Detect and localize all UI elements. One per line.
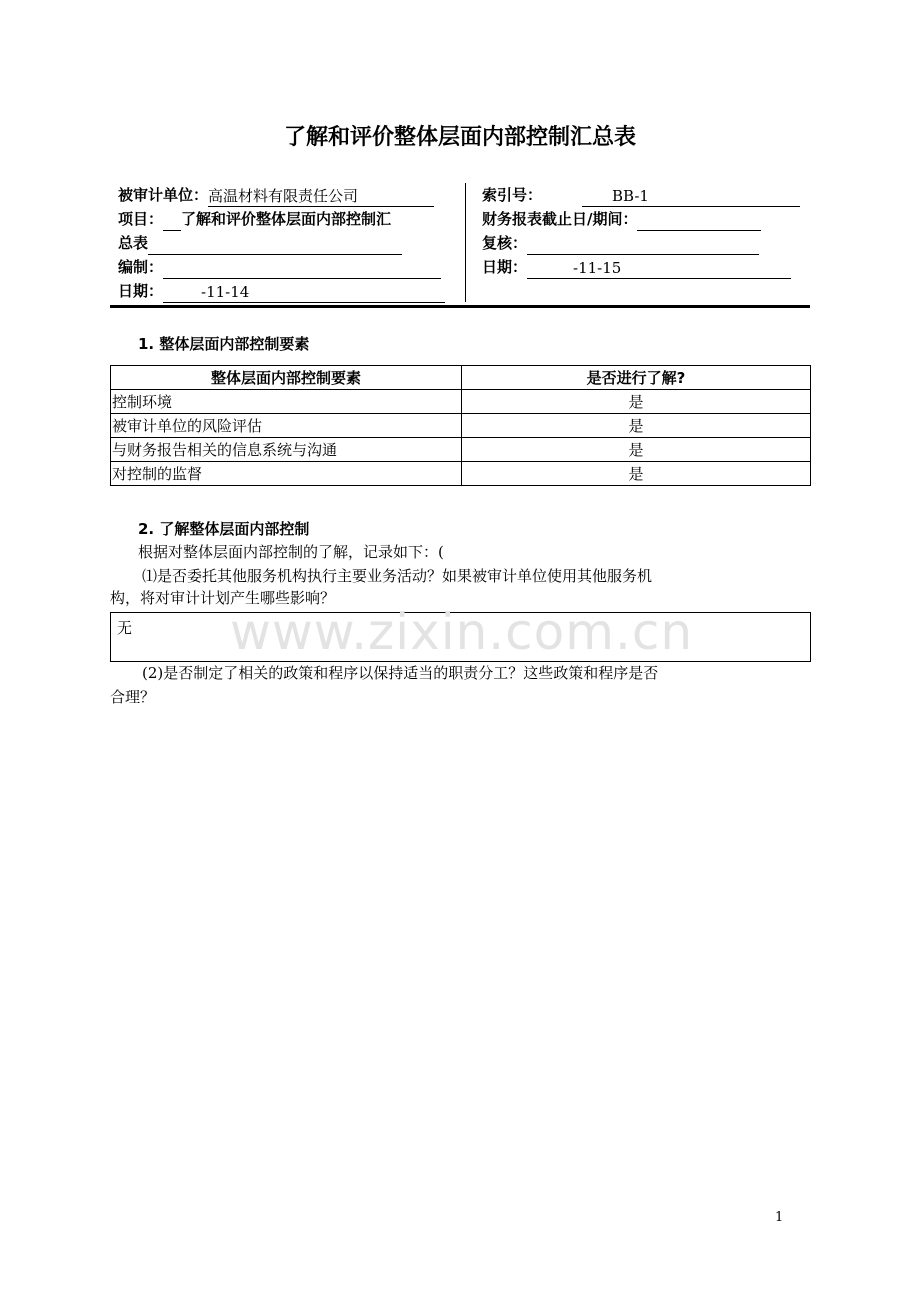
prepared-date-value: -11-14 bbox=[201, 283, 250, 301]
table-row bbox=[111, 390, 811, 414]
auditee-label: 被审计单位： bbox=[118, 186, 209, 204]
project-value-cont: 总表 bbox=[118, 234, 149, 252]
question1-line2: 构，将对审计计划产生哪些影响？ bbox=[110, 589, 336, 607]
element-cell: 被审计单位的风险评估 bbox=[111, 414, 462, 438]
index-row bbox=[482, 183, 800, 207]
understood-cell: 是 bbox=[462, 438, 811, 462]
page-number: 1 bbox=[775, 1210, 784, 1225]
prepared-row bbox=[118, 255, 441, 279]
section2-title: 2. 了解整体层面内部控制 bbox=[138, 520, 310, 538]
period-field bbox=[637, 210, 761, 231]
table-row bbox=[111, 438, 811, 462]
answer1-text: 无 bbox=[117, 619, 133, 637]
prepared-field bbox=[163, 258, 441, 279]
control-elements-table bbox=[110, 365, 811, 486]
understood-cell: 是 bbox=[462, 462, 811, 486]
review-date-field bbox=[527, 258, 791, 279]
question2-line1: (2)是否制定了相关的政策和程序以保持适当的职责分工？这些政策和程序是否 bbox=[142, 664, 659, 682]
project-value: 了解和评价整体层面内部控制汇 bbox=[181, 210, 392, 228]
table-row bbox=[111, 462, 811, 486]
auditee-field bbox=[208, 186, 434, 207]
project-row-cont bbox=[118, 231, 402, 255]
review-date-label: 日期： bbox=[482, 258, 528, 276]
element-cell: 与财务报告相关的信息系统与沟通 bbox=[111, 438, 462, 462]
header-info-box bbox=[110, 183, 810, 308]
index-value: BB-1 bbox=[612, 187, 649, 205]
project-prefix-line bbox=[163, 210, 181, 231]
element-cell: 控制环境 bbox=[111, 390, 462, 414]
index-field bbox=[582, 186, 800, 207]
table-row bbox=[111, 414, 811, 438]
period-row bbox=[482, 207, 761, 231]
prepared-date-row bbox=[118, 279, 445, 303]
index-label: 索引号： bbox=[482, 186, 543, 204]
review-row bbox=[482, 231, 759, 255]
period-label: 财务报表截止日/期间： bbox=[482, 210, 638, 228]
prepared-date-label: 日期： bbox=[118, 282, 164, 300]
review-label: 复核： bbox=[482, 234, 528, 252]
prepared-label: 编制： bbox=[118, 258, 164, 276]
auditee-row bbox=[118, 183, 434, 207]
auditee-value: 高温材料有限责任公司 bbox=[208, 187, 359, 205]
section2-intro: 根据对整体层面内部控制的了解，记录如下：( bbox=[138, 543, 444, 561]
question2-line2: 合理？ bbox=[110, 688, 156, 706]
page-title: 了解和评价整体层面内部控制汇总表 bbox=[283, 125, 636, 150]
column-header-element: 整体层面内部控制要素 bbox=[111, 366, 462, 390]
element-cell: 对控制的监督 bbox=[111, 462, 462, 486]
review-field bbox=[527, 234, 759, 255]
understood-cell: 是 bbox=[462, 414, 811, 438]
review-date-row bbox=[482, 255, 791, 279]
column-header-understood: 是否进行了解? bbox=[462, 366, 811, 390]
answer1-box bbox=[110, 612, 811, 662]
section1-title: 1. 整体层面内部控制要素 bbox=[138, 335, 310, 353]
table-header-row bbox=[111, 366, 811, 390]
project-cont-line bbox=[148, 234, 402, 255]
question1-line1: ⑴是否委托其他服务机构执行主要业务活动？如果被审计单位使用其他服务机 bbox=[142, 567, 653, 585]
project-label: 项目： bbox=[118, 210, 164, 228]
prepared-date-field bbox=[163, 282, 445, 303]
project-row bbox=[118, 207, 391, 231]
review-date-value: -11-15 bbox=[573, 259, 622, 277]
understood-cell: 是 bbox=[462, 390, 811, 414]
header-divider bbox=[465, 183, 466, 302]
watermark: www.zixin.com.cn bbox=[230, 603, 694, 661]
